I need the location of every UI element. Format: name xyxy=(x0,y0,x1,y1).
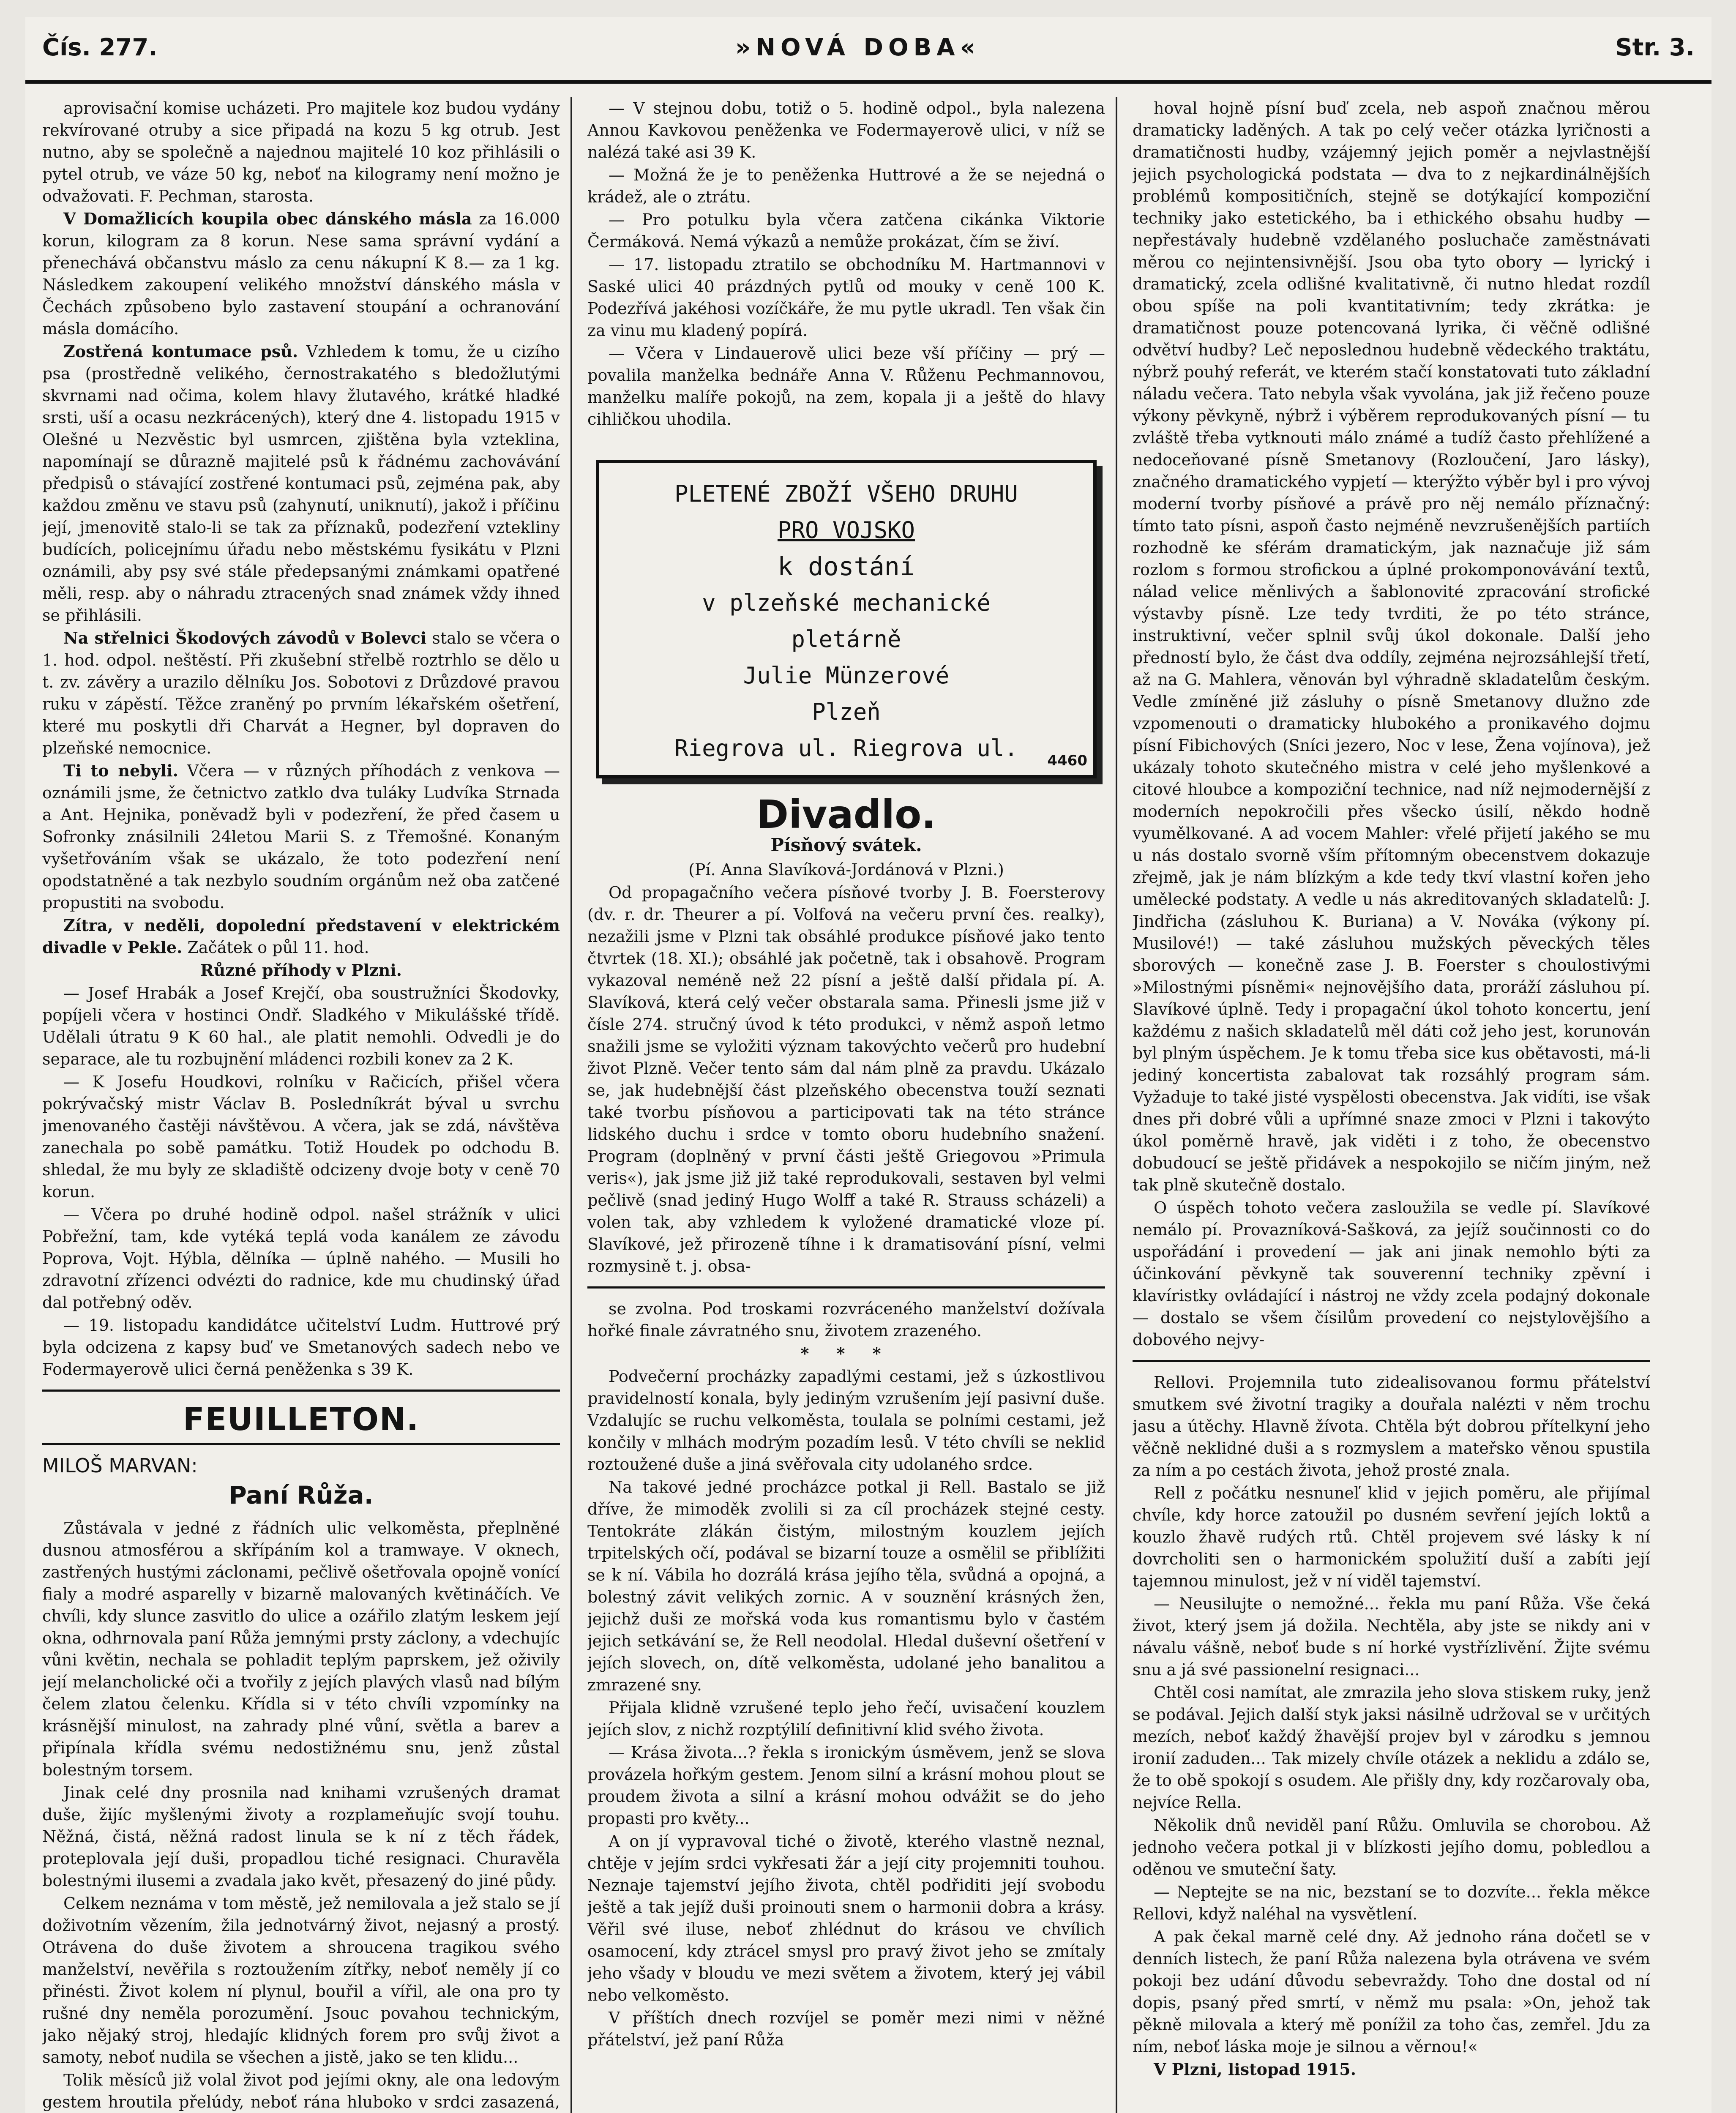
paragraph xyxy=(42,627,560,759)
paragraph: Přijala klidně vzrušené teplo jeho řečí, uvisačení kouzlem jejích slov, z nichž rozptýlilí definitivní klid svého života. xyxy=(587,1698,1105,1739)
column-1 xyxy=(42,97,560,2113)
ad-line: k dostání xyxy=(777,552,915,581)
headline: V Domažlicích koupila obec dánského másla xyxy=(63,209,472,228)
paragraph: — Včera po druhé hodině odpol. našel strážník v ulici Pobřežní, tam, kde vytéká teplá voda kanálem ze závodu Poprova, Vojt. Hýbla, dělníka — úplně nahého. — Musili ho zdravotní zřízenci odvézti do radnice, kde mu chudinský úřad dal potřebný oděv. xyxy=(42,1205,560,1312)
section-heading: Různé příhody v Plzni. xyxy=(200,961,402,980)
paragraph: — Krása života...? řekla s ironickým úsměvem, jenž se slova provázela hořkým gestem. Jenom silní a krásní mohou plout se proudem života a silní a krásní mohou odvážit se do jeho propasti pro květy... xyxy=(587,1743,1105,1828)
ad-line: pletárně xyxy=(791,626,901,652)
paragraph: — Neptejte se na nic, bezstaní se to dozvíte... řekla měkce Rellovi, když naléhal na vysvětlení. xyxy=(1133,1883,1650,1923)
paragraph: Tolik měsíců již volal život pod jejími okny, ale ona ledovým gestem hroutila přelúdy, neboť rána hluboko v srdci zasazená, xyxy=(42,2071,560,2111)
masthead: »NOVÁ DOBA« xyxy=(735,34,980,61)
advertisement xyxy=(596,460,1097,778)
paragraph: V příštích dnech rozvíjel se poměr mezi nimi v něžné přátelství, jež paní Růža xyxy=(587,2009,1105,2049)
paragraph: — K Josefu Houdkovi, rolníku v Račicích, přišel včera pokrývačský mistr Václav B. Posledníkrát býval u svrchu jmenovaného častěji návštěvou. A včera, jak se zdá, návštěva zanechala po sobě památku. Totiž Houdek po odchodu B. shledal, že mu byly ze skladiště odcizeny dvoje boty v ceně 70 korun. xyxy=(42,1073,560,1201)
column-2 xyxy=(587,97,1105,2113)
paragraph: Zůstávala v jedné z řádních ulic velkoměsta, přeplněné dusnou atmosférou a skřípáním kol a tramwaye. V oknech, zastřených hustými záclonami, pečlivě ošetřovala opojně vonící fialy a modré asparelly v bizarně malovaných květináčích. Ve chvíli, kdy slunce zasvitlo do ulice a ozářilo zlatým leskem její okna, odhrnovala paní Růža jemnými prsty záclony, a vdechujíc vůni květin, nechala se pohladit teplým paprskem, jež oživily její melancholické oči a tvořily z jejích plavých vlasů nad bílým čelem zlatou čelenku. Křídla si v této chvíli vzpomínky na krásnější minulost, na zahrady plné vůní, světla a barev a připínala křídla svému nedostižnému snu, jenž zůstal bolestným torsem. xyxy=(42,1519,560,1779)
paragraph: — Možná že je to peněženka Huttrové a že se nejedná o krádež, ale o ztrátu. xyxy=(587,166,1105,206)
author: MILOŠ MARVAN: xyxy=(42,1454,198,1477)
paragraph: Rell z počátku nesnuneľ klid v jejich poměru, ale přijímal chvíle, kdy horce zatoužil po dusném sevření jejích loktů a kouzlo žhavě rudých rtů. Chtěl projevem své lásky k ní dovrcholiti sen o harmonickém spolužití duší a zabíti její tajemnou minulost, jež v ní viděl tajemství. xyxy=(1133,1484,1650,1590)
paragraph: — Neusilujte o nemožné... řekla mu paní Růža. Vše čeká život, který jsem já dožila. Nechtěla, aby jste se nikdy ani v návalu vášně, neboť bude s ní horké vystřízlivění. Žijte svému snu a já své passionelní resignaci... xyxy=(1133,1594,1650,1679)
paragraph: — 17. listopadu ztratilo se obchodníku M. Hartmannovi v Saské ulici 40 prázdných pytlů od mouky v ceně 100 K. Podezřívá jakéhosi vozíčkáře, že mu pytle ukradl. Ten však čin za vinu mu kladený popírá. xyxy=(587,255,1105,340)
column-rule xyxy=(1116,97,1117,2113)
page-number: Str. 3. xyxy=(1615,34,1695,61)
ad-line: v plzeňské mechanické xyxy=(702,590,991,616)
headline: Zostřená kontumace psů. xyxy=(63,342,298,361)
paragraph: A pak čekal marně celé dny. Až jednoho rána dočetl se v denních listech, že paní Růža nalezena byla otrávena ve svém pokoji bez udání důvodu sebevraždy. Toho dne dostal od ní dopis, psaný před smrtí, v němž mu psala: »On, jehož tak pěkně milovala a který mě ponížil za toho čas, zemřel. Jdu za ním, neboť láska moje je silnou a věrnou!« xyxy=(1133,1927,1650,2056)
paragraph: Několik dnů neviděl paní Růžu. Omluvila se chorobou. Až jednoho večera potkal ji v blízkosti jejího domu, pobledlou a oděnou ve smuteční šaty. xyxy=(1133,1816,1650,1878)
paragraph: — Pro potulku byla včera zatčena cikánka Viktorie Čermáková. Nemá výkazů a nemůže prokázat, čím se živí. xyxy=(587,210,1105,251)
paragraph-text: Včera — v různých příhodách z venkova — oznámili jsme, že četnictvo zatklo dva tuláky Ludvíka Strnada a Ant. Hejnika, poněvadž byli v podezření, že před časem u Sofronky znásilnili 24letou Marii S. z Třemošné. Konaným vyšetřováním však se ukázalo, že toto podezření není opodstatněné a tak nezbylo soudním orgánům než oba zatčené propustiti na svobodu. xyxy=(42,762,560,912)
headline: Ti to nebyli. xyxy=(63,761,178,780)
section-break: * * * xyxy=(800,1344,892,1363)
paragraph: Podvečerní procházky zapadlými cestami, jež s úzkostlivou pravidelností konala, byly jediným vzrušením její pasivní duše. Vzdalujíc se ruchu velkoměsta, toulala se polními cestami, jež končily v mlhách modrým pozadím lesů. V této chvíli se neklid roztoužené duše a jiná svěřovala city udolaného srdce. xyxy=(587,1367,1105,1474)
paragraph: — Včera v Lindauerově ulici beze vší příčiny — prý — povalila manželka bednáře Anna V. Růženu Pechmannovou, manželku malíře pokojů, na zem, kopala ji a ještě do hlavy cihličkou uhodila. xyxy=(587,344,1105,429)
paragraph: Jinak celé dny prosnila nad knihami vzrušených dramat duše, žijíc myšlenými životy a rozplameňujíc svojí touhu. Něžná, čistá, něžná radost linula se k ní z těch řádek, proteplovala její duši, propadlou tiché resignaci. Churavěla bolestnými ilusemi a zvadala jako květ, přesazený do jiné půdy. xyxy=(42,1783,560,1890)
article-byline: (Pí. Anna Slavíková-Jordánová v Plzni.) xyxy=(688,860,1004,879)
story-title: Paní Růža. xyxy=(229,1481,374,1510)
paragraph-text: stalo se včera o 1. hod. odpol. neštěstí. Při zkušební střelbě roztrhlo se dělo u t. zv. závěry a urazilo dělníku Jos. Sobotovi z Drůzdové pravou ruku v zápěstí. Těžce zraněný po prvním lékařském ošetření, které mu poskytli dři Charvát a Hegner, byl dopraven do plzeňské nemocnice. xyxy=(42,629,560,757)
divider xyxy=(42,1443,560,1445)
paragraph: A on jí vypravoval tiché o životě, kterého vlastně neznal, chtěje v jejím srdci vykřesati žár a její city projemniti touhou. Neznaje tajemství jejího života, chtěl podřiditi její svobodu ještě a tak jejíž duši proinouti snem o harmonii dobra a krásy. Věřil své iluse, neboť zhlédnut do krásou ve chvílich osamocení, kdy ztrácel smysl pro pravý život jeho se zmítaly jeho všady v bloudu ve mezi světem a životem, který jej vábil nebo velkoměsto. xyxy=(587,1832,1105,2004)
ad-line: Riegrova ul. Riegrova ul. xyxy=(674,735,1018,762)
paragraph: Od propagačního večera písňové tvorby J. B. Foersterovy (dv. r. dr. Theurer a pí. Volfová na večeru první čes. realky), nezažili jsme v Plzni tak obsáhlé produkce písňové jako tento čtvrtek (18. XI.); obsáhlé jak početně, tak i obsahově. Program vykazoval neméně než 22 písní a ještě další přidala pí. A. Slavíková, která celý večer obstarala sama. Přinesli jsme již v čísle 274. stručný úvod k této produkci, v němž aspoň letmo snažili jsme se vyložiti význam takovýchto večerů pro hudební život Plzně. Večer tento sám dal nám plně za pravdu. Ukázalo se, jak hudebnější část plzeňského obecenstva touží seznati také tvorbu písňovou a participovati tak na této stránce lidského duchu i srdce v tomto oboru hudebního snažení. Program (doplněný v první části ještě Griegovou »Primula veris«), jak jsme již již také reprodukovali, sestaven byl velmi pečlivě (snad jediný Hugo Wolff a také R. Strauss scházeli) a volen tak, aby vzhledem k vyložené dramatické vloze pí. Slavíkové, jež přirozeně tíhne i k dramatisování písní, velmi rozmysině t. j. obsa- xyxy=(587,883,1105,1275)
divider xyxy=(1133,1360,1650,1362)
issue-number: Čís. 277. xyxy=(42,34,158,61)
paragraph-text: Začátek o půl 11. hod. xyxy=(187,938,369,957)
paragraph: Rellovi. Projemnila tuto zidealisovanou formu přátelství smutkem své životní tragiky a douřala nalézti v něm trochu jasu a útěchy. Hlavně žívota. Chtěla být dobrou přítelkyní jeho věčně neklidné duši a s rozmyslem a mateřsko věnou spustila za ním a po cestách života, jehož prosté znala. xyxy=(1133,1373,1650,1480)
divider xyxy=(42,1390,560,1392)
newspaper-page xyxy=(25,17,1711,2113)
paragraph: se zvolna. Pod troskami rozvráceného manželství dožívala hořké finale závratného snu, životem zrazeného. xyxy=(587,1299,1105,1340)
paragraph: — V stejnou dobu, totiž o 5. hodině odpol., byla nalezena Annou Kavkovou peněženka ve Fodermayerově ulici, v níž se nalézá také asi 39 K. xyxy=(587,99,1105,161)
paragraph-text: za 16.000 korun, kilogram za 8 korun. Nese sama správní vydání a přenechává občanstvu máslo za cenu nákupní K 8.— za 1 kg. Následkem zakoupení velikého množství dánského másla v Čechách způsobeno bylo zastavení stoupání a ochranování másla domácího. xyxy=(42,210,560,338)
paragraph: — Josef Hrabák a Josef Krejčí, oba soustružníci Škodovky, popíjeli včera v hostinci Ondř. Sladkého v Mikulášské třídě. Udělali útratu 9 K 60 hal., ale platit nemohli. Odvedli je do separace, ale tu rozbujnění mládenci rozbili konev za 2 K. xyxy=(42,984,560,1068)
paragraph: O úspěch tohoto večera zasloužila se vedle pí. Slavíkové nemálo pí. Provazníková-Sašková, za jejíž součinnosti co do uspořádání i provedení — jak ani jinak nemohlo býti za účinkování pěvkyně tak souverenní techniky zpěvní i klavíristky ovládající i nástroj ne vždy zcela podajný dokonale — dostalo se všem čísilům provedení co nejstylovějšího a dobového nejvy- xyxy=(1133,1198,1650,1349)
ad-line: PLETENÉ ZBOŽÍ VŠEHO DRUHU xyxy=(674,480,1018,507)
dateline: V Plzni, listopad 1915. xyxy=(1154,2060,1356,2079)
theatre-heading: Divadlo. xyxy=(756,792,936,837)
headline: Na střelnici Škodových závodů v Bolevci xyxy=(63,628,427,647)
paragraph-text: Vzhledem k tomu, že u cizího psa (prostředně velikého, černostrakatého s bledožlutými skvrnami nad očima, kolem hlavy žlutavého, krátké hladké srsti, uší a ocasu nezkrácených), který dne 4. listopadu 1915 v Olešné u Nezvěstic byl usmrcen, zjištěna byla vzteklina, napomínají se důrazně majitelé psů k řádnému zachovávání předpisů o stávající zostřené kontumaci psů, zejména pak, aby každou změnu ve stavu psů (zahynutí, uniknutí), jakož i příčinu její, jmenovitě stalo-li se tak za příznaků, podezření vztekliny budících, policejnímu úřadu nebo městskému fysikátu v Plzni oznámili, aby psy své stále předepsanými známkami opatřené měli, resp. aby o náhradu ztracených snad známek vždy ihned se přihlásili. xyxy=(42,342,560,625)
feuilleton-heading: FEUILLETON. xyxy=(183,1401,419,1438)
paragraph xyxy=(42,760,560,914)
paragraph xyxy=(42,208,560,340)
paragraph: Na takové jedné procházce potkal ji Rell. Bastalo se již dříve, že mimoděk zvolili si za cíl procházek stejné cesty. Tentokráte zlákán čistým, milostným kouzlem jejích trpitelských očí, podával se bizarní touze a osmělil se přiblížiti se k ní. Vábila ho dozrálá krása jejího těla, svůdná a opojná, a bolestný závit velikých zornic. A v souznění krásných žen, jejichž duši ze mořská voda kus romantismu bylo v častém jejich setkávání se, že Rell neodolal. Hledal duševní ošetření v jejích slovech, on, dítě velkoměsta, udolané jeho banalitou a zmrazené sny. xyxy=(587,1478,1105,1694)
paragraph xyxy=(42,915,560,958)
divider xyxy=(587,1286,1105,1289)
ad-line: Plzeň xyxy=(812,699,881,725)
paragraph: Chtěl cosi namítat, ale zmrazila jeho slova stiskem ruky, jenž se podával. Jejich další styk jaksi násilně udržoval se v určitých mezích, neboť každý žhavější projev byl v zárodku s jemnou ironií zaduden... Tak mizely chvíle otázek a neklidu a zdálo se, že to obě spokojí s osudem. Ale přišly dny, kdy rozčarovaly oba, nejvíce Rella. xyxy=(1133,1683,1650,1812)
ad-line: Julie Münzerové xyxy=(743,662,950,689)
paragraph: aprovisační komise ucházeti. Pro majitele koz budou vydány rekvírované otruby a sice připadá na kozu 5 kg otrub. Jest nutno, aby se společně a najednou majitelé 10 koz přihlásili o pytel otrub, ve váze 50 kg, neboť na kilogramy není možno je odvažovati. F. Pechman, starosta. xyxy=(42,99,560,205)
ad-number: 4460 xyxy=(1047,752,1087,769)
paragraph: Celkem neznáma v tom městě, jež nemilovala a jež stalo se jí doživotním vězením, žila jednotvárný život, nejasný a prostý. Otrávena do duše životem a shroucena tragikou svého manželství, nevěřila s roztoužením zítřky, neboť neměly jí co přinésti. Život kolem ní plynul, bouřil a vířil, ale ona pro ty rušné dny neměla porozumění. Jsouc povahou technickým, jako nějaký stroj, hledajíc klidných forem pro svůj život a samoty, neboť nudila se všechen a jistě, jako se ten klidu... xyxy=(42,1894,560,2067)
column-rule xyxy=(570,97,572,2113)
column-3 xyxy=(1133,97,1650,2113)
headline: Zítra, v neděli, dopolední představení v elektrickém divadle v Pekle. xyxy=(42,916,560,957)
paragraph: — 19. listopadu kandidátce učitelství Ludm. Huttrové prý byla odcizena z kapsy buď ve Smetanových sadech nebo ve Fodermayerově ulici černá peněženka s 39 K. xyxy=(42,1316,560,1379)
paragraph: hoval hojně písní buď zcela, neb aspoň značnou měrou dramaticky laděných. A tak po celý večer otázka lyričnosti a dramatičnosti hudby, vzájemný jejich poměr a nejvlastnější jejich psychologická podstata — dva to z nejkardinálnějších problémů kompositičních, stejně se dotýkající kompoziční techniky jako estetického, ba i ethického obsahu hudby — nepřestávaly hudebně vzdělaného posluchače zaměstnávati měrou co nejintensivnější. Jsou oba tyto obory — lyrický i dramatický, zcela odlišné kvalitativně, či nutno hledat rozdíl obou spíše na poli kvantitativním; tedy zkrátka: je dramatičnost pouze potencovaná lyrika, či věčně odlišné odvětví hudby? Leč neposlednou hudebně vědeckého traktátu, nýbrž pouhý referát, ve kterém stačí konstatovati tuto základní náladu večera. Tato nebyla však vyvolána, jak již řečeno pouze výkony pěvkyně, nýbrž i výběrem reprodukovaných písní — tu zvláště třeba vytknouti málo známé a tudíž často přehlížené a nedoceňované písně Smetanovy (Rozloučení, Jaro lásky), značného dramatického vypjetí — kterýžto výběr byl i pro vývoj moderní tvorby písňové a právě pro něj nemálo příznačný: tímto tato písni, aspoň často nejméně nevzrušenějších partiích rozhodně ke sférám dramatickým, jak naznačuje již sám rozlom s formou strofickou a úplné prokomponovávání textů, nálad velice měnlivých a šablonovité zpracování strofické výstavby písně. Lze tedy tvrditi, že po této stránce, instruktivní, večer splnil svůj úkol dokonale. Další jeho předností bylo, že část dva oddíly, zejména nejrozsáhlejší třetí, až na G. Mahlera, věnován byl výhradně skladatelům českým. Vedle zmíněné již zásluhy o písně Smetanovy dlužno zde vzpomenouti o dramaticky hlubokého a pronikavého dojmu písní Fibichových (Sníci jezero, Noc v lese, Žena vojínova), jež ukázaly tohoto skutečného mistra v celé jeho myšlenkové a citové hloubce a kompoziční technice, nad níž nejmodernější z moderních nepokročili přes všecko úsilí, někdo hodně vyumělkované. A ad vocem Mahler: vřelé přijetí jakého se mu u nás dostalo svorně vším přítomným obecenstvem dokazuje zřejmě, jak je nám blízkým a kde tedy tkví vlastní kořen jeho umělecké podstaty. A vedle u nás akreditovaných skladatelů: J. Jindřicha (zásluhou K. Buriana) a V. Nováka (výkony pí. Musilové!) — také zásluhou mužských pěveckých těles sborových — konečně zase J. B. Foerster s choulostivými »Milostnými písněmi« nejnovějšího data, proráží zásluhou pí. Slavíkové úplně. Tedy i propagační úkol tohoto koncertu, jení každému z našich skladatelů měl dáti což jeho jest, korunován byl plným úspěchem. Je k tomu třeba sice kus obětavosti, má-li jediný koncertista zabalovat tak rozsáhlý program sám. Vyžaduje to také jisté vyspělosti obecenstva. Jak vidíti, ise však dnes při dobré vůli a upřímné snaze zmoci v Plzni i takovýto úkol poměrně hravě, jak viděti i z toho, že obecenstvo dobudoucí se ještě přidávek a nespokojilo se ničím jiným, než tak plně skutečně dostalo. xyxy=(1133,99,1650,1194)
paragraph xyxy=(42,341,560,626)
ad-line: PRO VOJSKO xyxy=(777,517,915,543)
page-header xyxy=(25,17,1711,84)
article-subtitle: Písňový svátek. xyxy=(770,835,922,855)
